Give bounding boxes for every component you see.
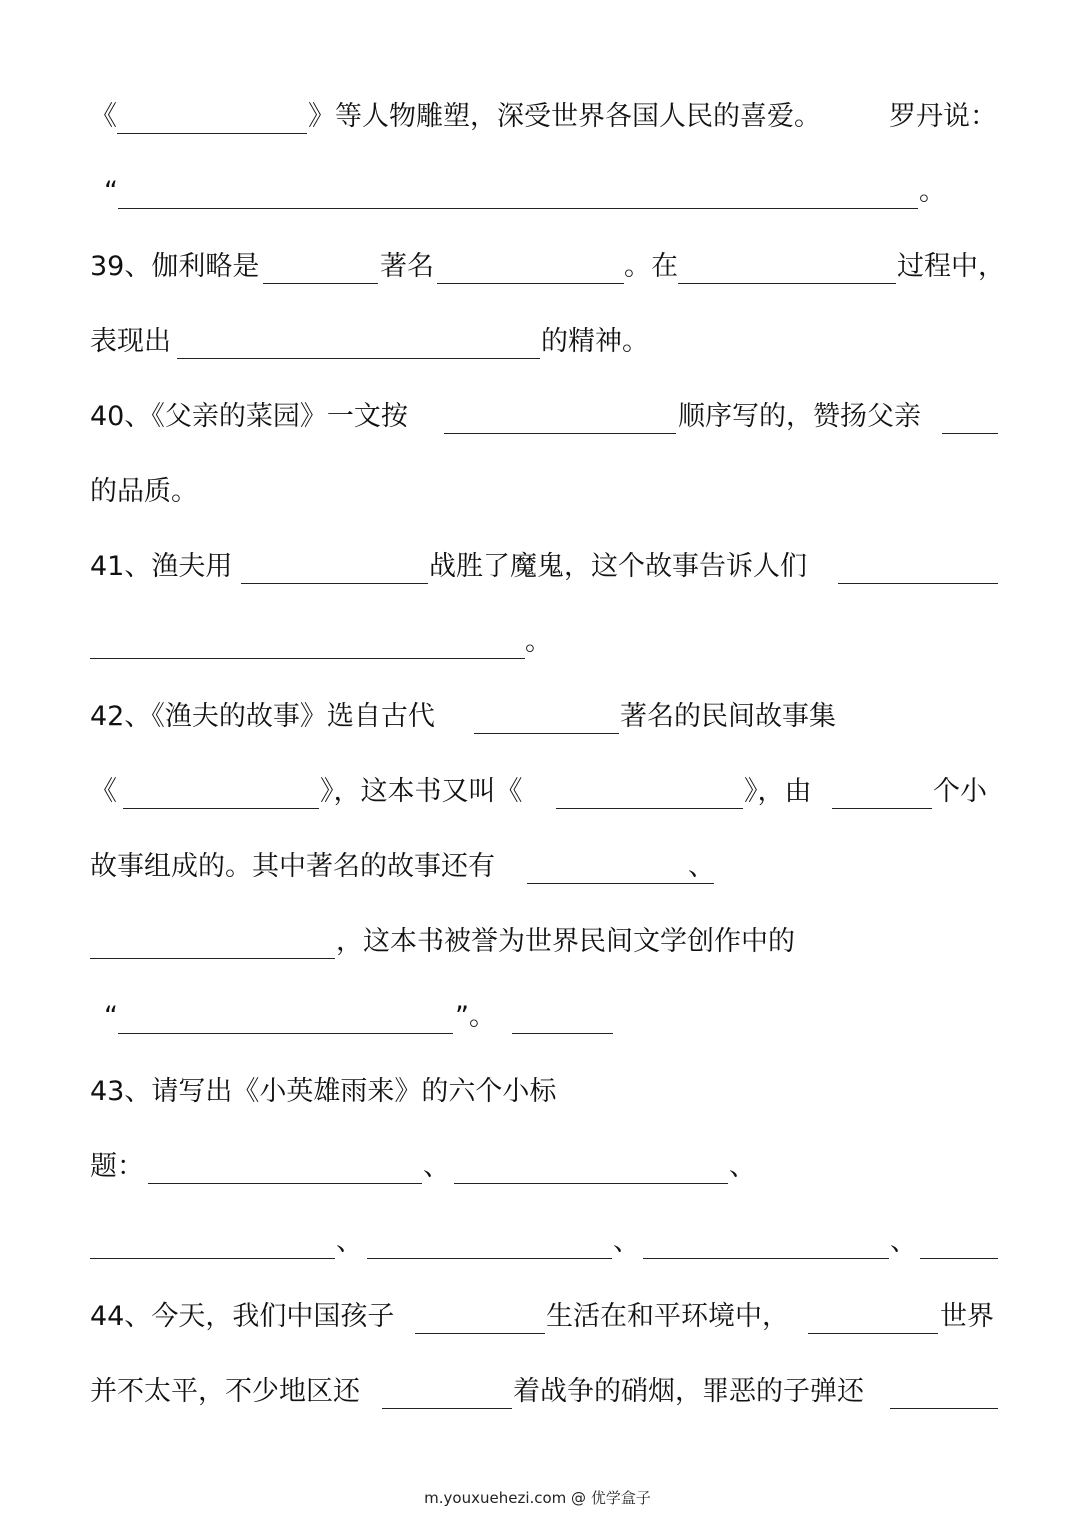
answer-blank[interactable] — [556, 808, 743, 809]
text-line-1 — [0, 97, 1075, 137]
text-line-2 — [0, 172, 1075, 212]
enumeration-comma: 、 — [336, 1226, 363, 1257]
question-39-line-1 — [0, 247, 1075, 287]
answer-blank[interactable] — [415, 1333, 545, 1334]
answer-blank[interactable] — [942, 433, 998, 434]
question-42-line-1 — [0, 697, 1075, 737]
answer-blank[interactable] — [832, 808, 932, 809]
question-42-line-5 — [0, 997, 1075, 1037]
text-segment: ，这本书被誉为世界民间文学创作中的 — [336, 926, 795, 957]
open-book-quote: 《 — [90, 101, 117, 132]
open-quote: “ — [104, 1001, 118, 1032]
text-segment: 生活在和平环境中， — [546, 1301, 789, 1332]
question-44-text: 44、今天，我们中国孩子 — [90, 1301, 395, 1332]
answer-blank[interactable] — [444, 433, 676, 434]
text-segment: 表现出 — [90, 326, 171, 357]
answer-blank[interactable] — [643, 1258, 889, 1259]
question-41-line-2 — [0, 622, 1075, 662]
text-segment: 故事组成的。其中著名的故事还有 — [90, 851, 495, 882]
answer-blank[interactable] — [920, 1258, 998, 1259]
enumeration-comma: 、 — [729, 1151, 756, 1182]
text-segment: 顺序写的，赞扬父亲 — [678, 401, 921, 432]
period: 。 — [919, 176, 946, 207]
text-segment: 罗丹说： — [889, 101, 997, 132]
answer-blank[interactable] — [808, 1333, 938, 1334]
text-segment: 的品质。 — [90, 476, 198, 507]
question-42-line-2 — [0, 772, 1075, 812]
question-41-text: 41、渔夫用 — [90, 551, 233, 582]
question-43-text: 43、请写出《小英雄雨来》的六个小标 — [90, 1076, 557, 1107]
question-42-line-3 — [0, 847, 1075, 887]
answer-blank[interactable] — [474, 733, 619, 734]
enumeration-comma: 、 — [613, 1226, 640, 1257]
question-40-line-2 — [0, 472, 1075, 512]
text-segment: 个小 — [933, 776, 987, 807]
period: 。 — [525, 626, 552, 657]
text-segment: 世界 — [940, 1301, 994, 1332]
text-segment: 。在 — [624, 251, 678, 282]
answer-blank[interactable] — [90, 658, 525, 659]
open-quote: “ — [104, 176, 118, 207]
question-39-text: 39、伽利略是 — [90, 251, 260, 282]
question-41-line-1 — [0, 547, 1075, 587]
enumeration-comma: 、 — [890, 1226, 917, 1257]
answer-blank[interactable] — [263, 283, 378, 284]
answer-blank[interactable] — [177, 358, 540, 359]
question-43-line-2 — [0, 1147, 1075, 1187]
text-segment: 著名的民间故事集 — [620, 701, 836, 732]
text-segment: 战胜了魔鬼，这个故事告诉人们 — [429, 551, 807, 582]
answer-blank[interactable] — [890, 1408, 998, 1409]
open-book-quote: 《 — [90, 776, 117, 807]
text-segment: 著名 — [380, 251, 434, 282]
text-segment: 》等人物雕塑，深受世界各国人民的喜爱。 — [308, 101, 821, 132]
answer-blank[interactable] — [527, 883, 714, 884]
text-segment: 并不太平，不少地区还 — [90, 1376, 360, 1407]
question-44-line-2 — [0, 1372, 1075, 1412]
question-44-line-1 — [0, 1297, 1075, 1337]
answer-blank[interactable] — [382, 1408, 512, 1409]
answer-blank[interactable] — [118, 1033, 453, 1034]
answer-blank[interactable] — [838, 583, 998, 584]
answer-blank[interactable] — [90, 958, 335, 959]
answer-blank[interactable] — [512, 1033, 613, 1034]
answer-blank[interactable] — [678, 283, 896, 284]
answer-blank[interactable] — [118, 208, 918, 209]
answer-blank[interactable] — [437, 283, 624, 284]
answer-blank[interactable] — [117, 133, 307, 134]
question-39-line-2 — [0, 322, 1075, 362]
answer-blank[interactable] — [148, 1183, 422, 1184]
text-segment: ”。 — [455, 1001, 496, 1032]
answer-blank[interactable] — [454, 1183, 728, 1184]
enumeration-comma: 、 — [688, 851, 715, 882]
page-footer: m.youxuehezi.com @ 优学盒子 — [424, 1489, 651, 1507]
text-segment: 过程中， — [897, 251, 1005, 282]
answer-blank[interactable] — [241, 583, 428, 584]
text-segment: 着战争的硝烟，罪恶的子弹还 — [513, 1376, 864, 1407]
question-40-line-1 — [0, 397, 1075, 437]
enumeration-comma: 、 — [423, 1151, 450, 1182]
text-segment: 》，由 — [744, 776, 812, 807]
answer-blank[interactable] — [123, 808, 319, 809]
text-segment: 》，这本书又叫《 — [320, 776, 523, 807]
question-42-text: 42、《渔夫的故事》选自古代 — [90, 701, 435, 732]
text-segment: 的精神。 — [541, 326, 649, 357]
answer-blank[interactable] — [90, 1258, 335, 1259]
question-43-line-1 — [0, 1072, 1075, 1112]
answer-blank[interactable] — [367, 1258, 612, 1259]
question-40-text: 40、《父亲的菜园》一文按 — [90, 401, 408, 432]
question-42-line-4 — [0, 922, 1075, 962]
question-43-line-3 — [0, 1222, 1075, 1262]
text-segment: 题： — [90, 1151, 144, 1182]
